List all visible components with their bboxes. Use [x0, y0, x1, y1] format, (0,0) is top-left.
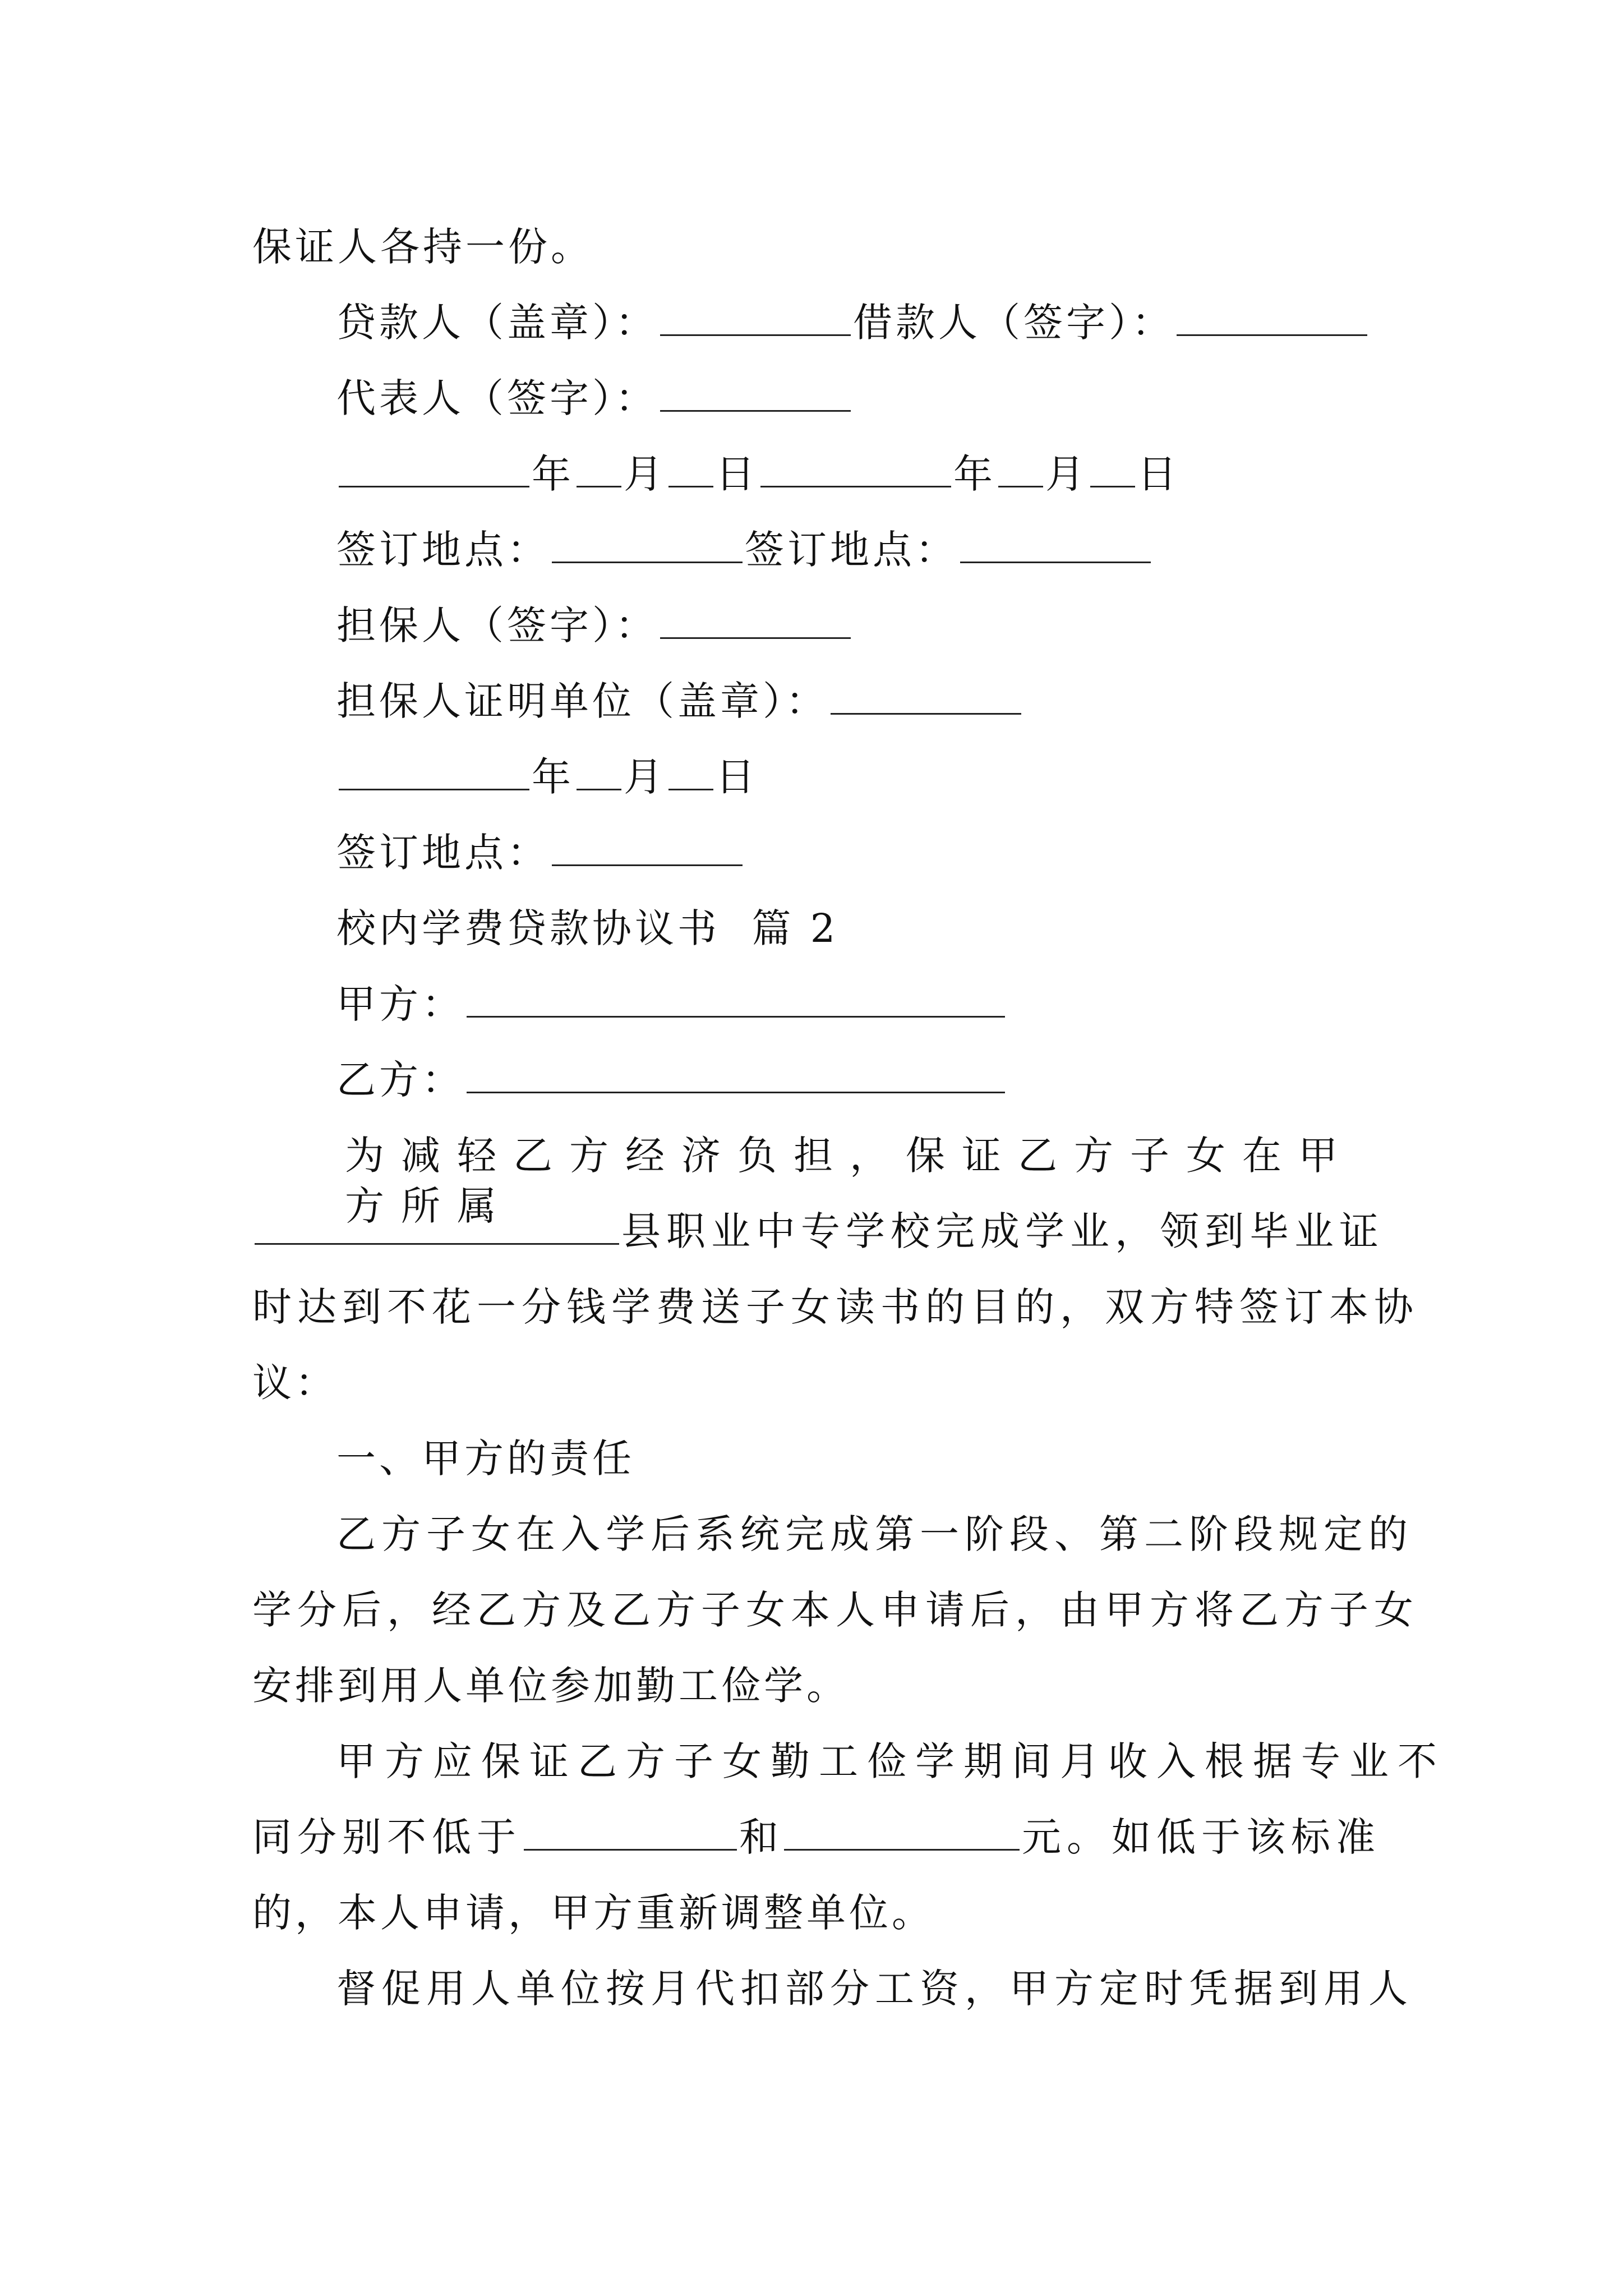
p2-line-3 [252, 1660, 849, 1711]
p4-line-1 [336, 1963, 1413, 2014]
p4-line-1-text: 督促用人单位按月代扣部分工资，甲方定时凭据到用人 [336, 1966, 1413, 2012]
representative-label: 代表人（签字）： [336, 375, 658, 421]
party-b-blank [467, 1056, 1005, 1093]
p1-line-4-text: 议： [252, 1360, 338, 1406]
guarantor-blank [660, 601, 851, 639]
day-blank-3 [668, 753, 713, 790]
p2-line-1 [336, 1509, 1413, 1559]
p2-line-1-text: 乙方子女在入学后系统完成第一阶段、第二阶段规定的 [336, 1511, 1413, 1557]
year-blank-3 [339, 753, 529, 790]
day-label-3: 日 [716, 754, 758, 800]
income-blank-2 [784, 1813, 1020, 1851]
p1-line-4 [252, 1358, 338, 1408]
heading-text: 一、甲方的责任 [336, 1435, 635, 1481]
heading-party-a-duty [336, 1433, 635, 1484]
year-blank [339, 450, 529, 487]
p3-line-2c-text: 元。如低于该标准 [1022, 1814, 1381, 1860]
year-label-2: 年 [953, 451, 996, 497]
p2-line-2 [252, 1585, 1419, 1635]
guarantor-label: 担保人（签字）： [336, 602, 658, 648]
party-b-line [336, 1055, 1007, 1105]
day-label: 日 [716, 451, 758, 497]
income-blank-1 [524, 1813, 737, 1851]
guarantor-unit-blank [831, 677, 1021, 715]
county-blank [255, 1207, 619, 1245]
p1-line-1-text: 为减轻乙方经济负担，保证乙方子女在甲方所属 [345, 1133, 1354, 1229]
date-line-single [336, 752, 758, 802]
signing-place-line-double [336, 524, 1153, 575]
guarantor-unit-line [336, 676, 1023, 726]
line-text: 保证人各持一份。 [252, 224, 593, 270]
signing-place-label-2: 签订地点： [745, 527, 958, 573]
month-label-3: 月 [624, 754, 666, 800]
month-label: 月 [624, 451, 666, 497]
p3-line-3 [252, 1888, 934, 1938]
signing-place-label: 签订地点： [336, 527, 550, 573]
p3-line-1-text: 甲方应保证乙方子女勤工俭学期间月收入根据专业不 [336, 1738, 1446, 1784]
borrower-label: 借款人（签字）： [853, 300, 1174, 346]
p1-line-1 [345, 1130, 1377, 1229]
p1-line-2 [252, 1206, 1384, 1257]
p1-line-3 [252, 1282, 1419, 1332]
section-title [336, 903, 838, 954]
date-line-double [336, 449, 1180, 499]
p3-line-1 [336, 1736, 1446, 1787]
day-label-2: 日 [1137, 451, 1180, 497]
year-blank-2 [760, 450, 951, 487]
signing-place-blank-3 [552, 829, 743, 866]
p1-line-2-text: 县职业中专学校完成学业，领到毕业证 [621, 1208, 1384, 1254]
representative-blank [660, 374, 851, 412]
p2-line-3-text: 安排到用人单位参加勤工俭学。 [252, 1663, 849, 1709]
party-a-blank [467, 980, 1005, 1018]
guarantor-unit-label: 担保人证明单位（盖章）： [336, 678, 828, 724]
agreement-title: 校内学费贷款协议书 篇 2 [336, 905, 839, 951]
year-label: 年 [532, 451, 574, 497]
month-label-2: 月 [1045, 451, 1088, 497]
signing-place-blank [552, 526, 743, 563]
representative-line [336, 373, 853, 424]
party-b-label: 乙方： [336, 1057, 464, 1103]
lender-borrower-line [336, 297, 1370, 348]
day-blank-2 [1090, 450, 1135, 487]
p1-line-3-text: 时达到不花一分钱学费送子女读书的目的，双方特签订本协 [252, 1284, 1419, 1330]
text-line [252, 222, 593, 272]
guarantor-line [336, 600, 853, 651]
party-a-label: 甲方： [336, 981, 464, 1027]
month-blank [577, 450, 621, 487]
year-label-3: 年 [532, 754, 574, 800]
month-blank-2 [998, 450, 1043, 487]
party-a-line [336, 979, 1007, 1029]
signing-place-blank-2 [960, 526, 1151, 563]
day-blank [668, 450, 713, 487]
lender-label: 贷款人（盖章）： [336, 300, 658, 346]
p3-line-2a-text: 同分别不低于 [252, 1814, 522, 1860]
borrower-blank [1177, 298, 1367, 336]
p2-line-2-text: 学分后，经乙方及乙方子女本人申请后，由甲方将乙方子女 [252, 1587, 1419, 1633]
p3-and-text: 和 [739, 1814, 782, 1860]
p3-line-2 [252, 1812, 1381, 1862]
signing-place-line [336, 827, 745, 878]
signing-place-label-3: 签订地点： [336, 830, 550, 876]
p3-line-3-text: 的，本人申请，甲方重新调整单位。 [252, 1890, 934, 1936]
month-blank-3 [577, 753, 621, 790]
lender-blank [660, 298, 851, 336]
